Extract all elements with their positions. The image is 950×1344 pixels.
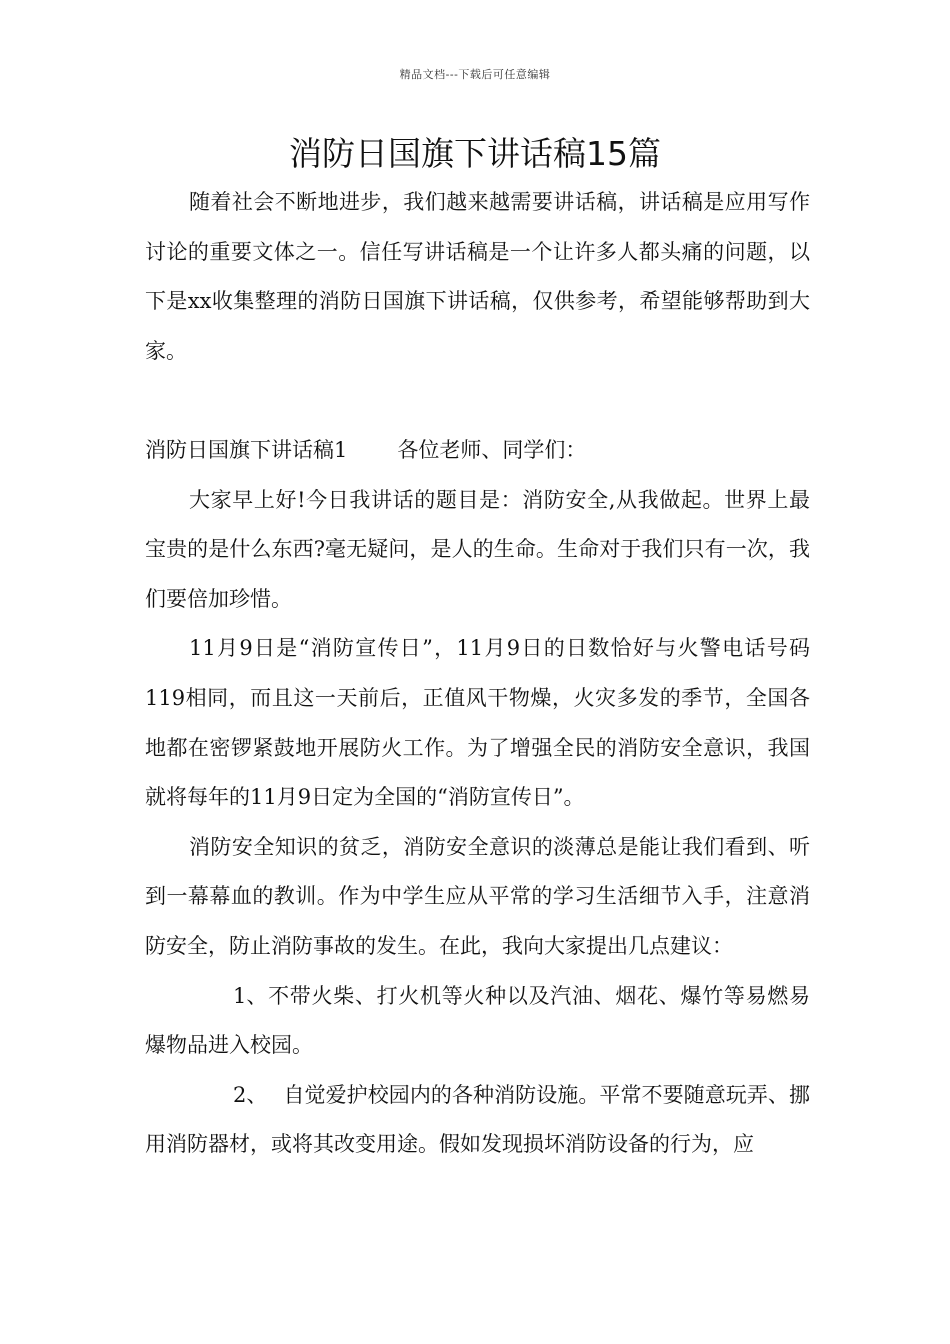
list-item (145, 1071, 810, 1170)
intro-paragraph: 随着社会不断地进步，我们越来越需要讲话稿，讲话稿是应用写作讨论的重要文体之一。信任写讲话稿是一个让许多人都头痛的问题，以下是xx收集整理的消防日国旗下讲话稿，仅供参考，希望能够帮助到大家。 (145, 190, 810, 363)
page-title: 消防日国旗下讲话稿15篇 (289, 134, 661, 173)
list-item-number: 1、 (233, 983, 268, 1008)
list-item-number: 2、 (233, 1082, 268, 1107)
body-paragraph: 大家早上好!今日我讲话的题目是：消防安全,从我做起。世界上最宝贵的是什么东西?毫无疑问，是人的生命。生命对于我们只有一次，我们要倍加珍惜。 (145, 487, 810, 611)
list-item-text: 不带火柴、打火机等火种以及汽油、烟花、爆竹等易燃易爆物品进入校园。 (145, 983, 810, 1058)
salutation: 各位老师、同学们： (397, 437, 587, 462)
header-note: 精品文档---下载后可任意编辑 (399, 68, 551, 81)
section-heading: 消防日国旗下讲话稿1 (145, 437, 348, 462)
section-heading-line (145, 426, 810, 476)
body-paragraph: 消防安全知识的贫乏，消防安全意识的淡薄总是能让我们看到、听到一幕幕血的教训。作为中学生应从平常的学习生活细节入手，注意消防安全，防止消防事故的发生。在此，我向大家提出几点建议： (145, 834, 810, 958)
list-item (145, 972, 810, 1071)
document-body (145, 178, 810, 1170)
body-paragraph: 11月9日是“消防宣传日”，11月9日的日数恰好与火警电话号码119相同，而且这一天前后，正值风干物燥，火灾多发的季节，全国各地都在密锣紧鼓地开展防火工作。为了增强全民的消防安全意识，我国就将每年的11月9日定为全国的“消防宣传日”。 (145, 636, 810, 810)
paragraph-gap (145, 376, 810, 426)
list-item-text: 自觉爱护校园内的各种消防设施。平常不要随意玩弄、挪用消防器材，或将其改变用途。假如发现损坏消防设备的行为，应 (145, 1082, 810, 1157)
